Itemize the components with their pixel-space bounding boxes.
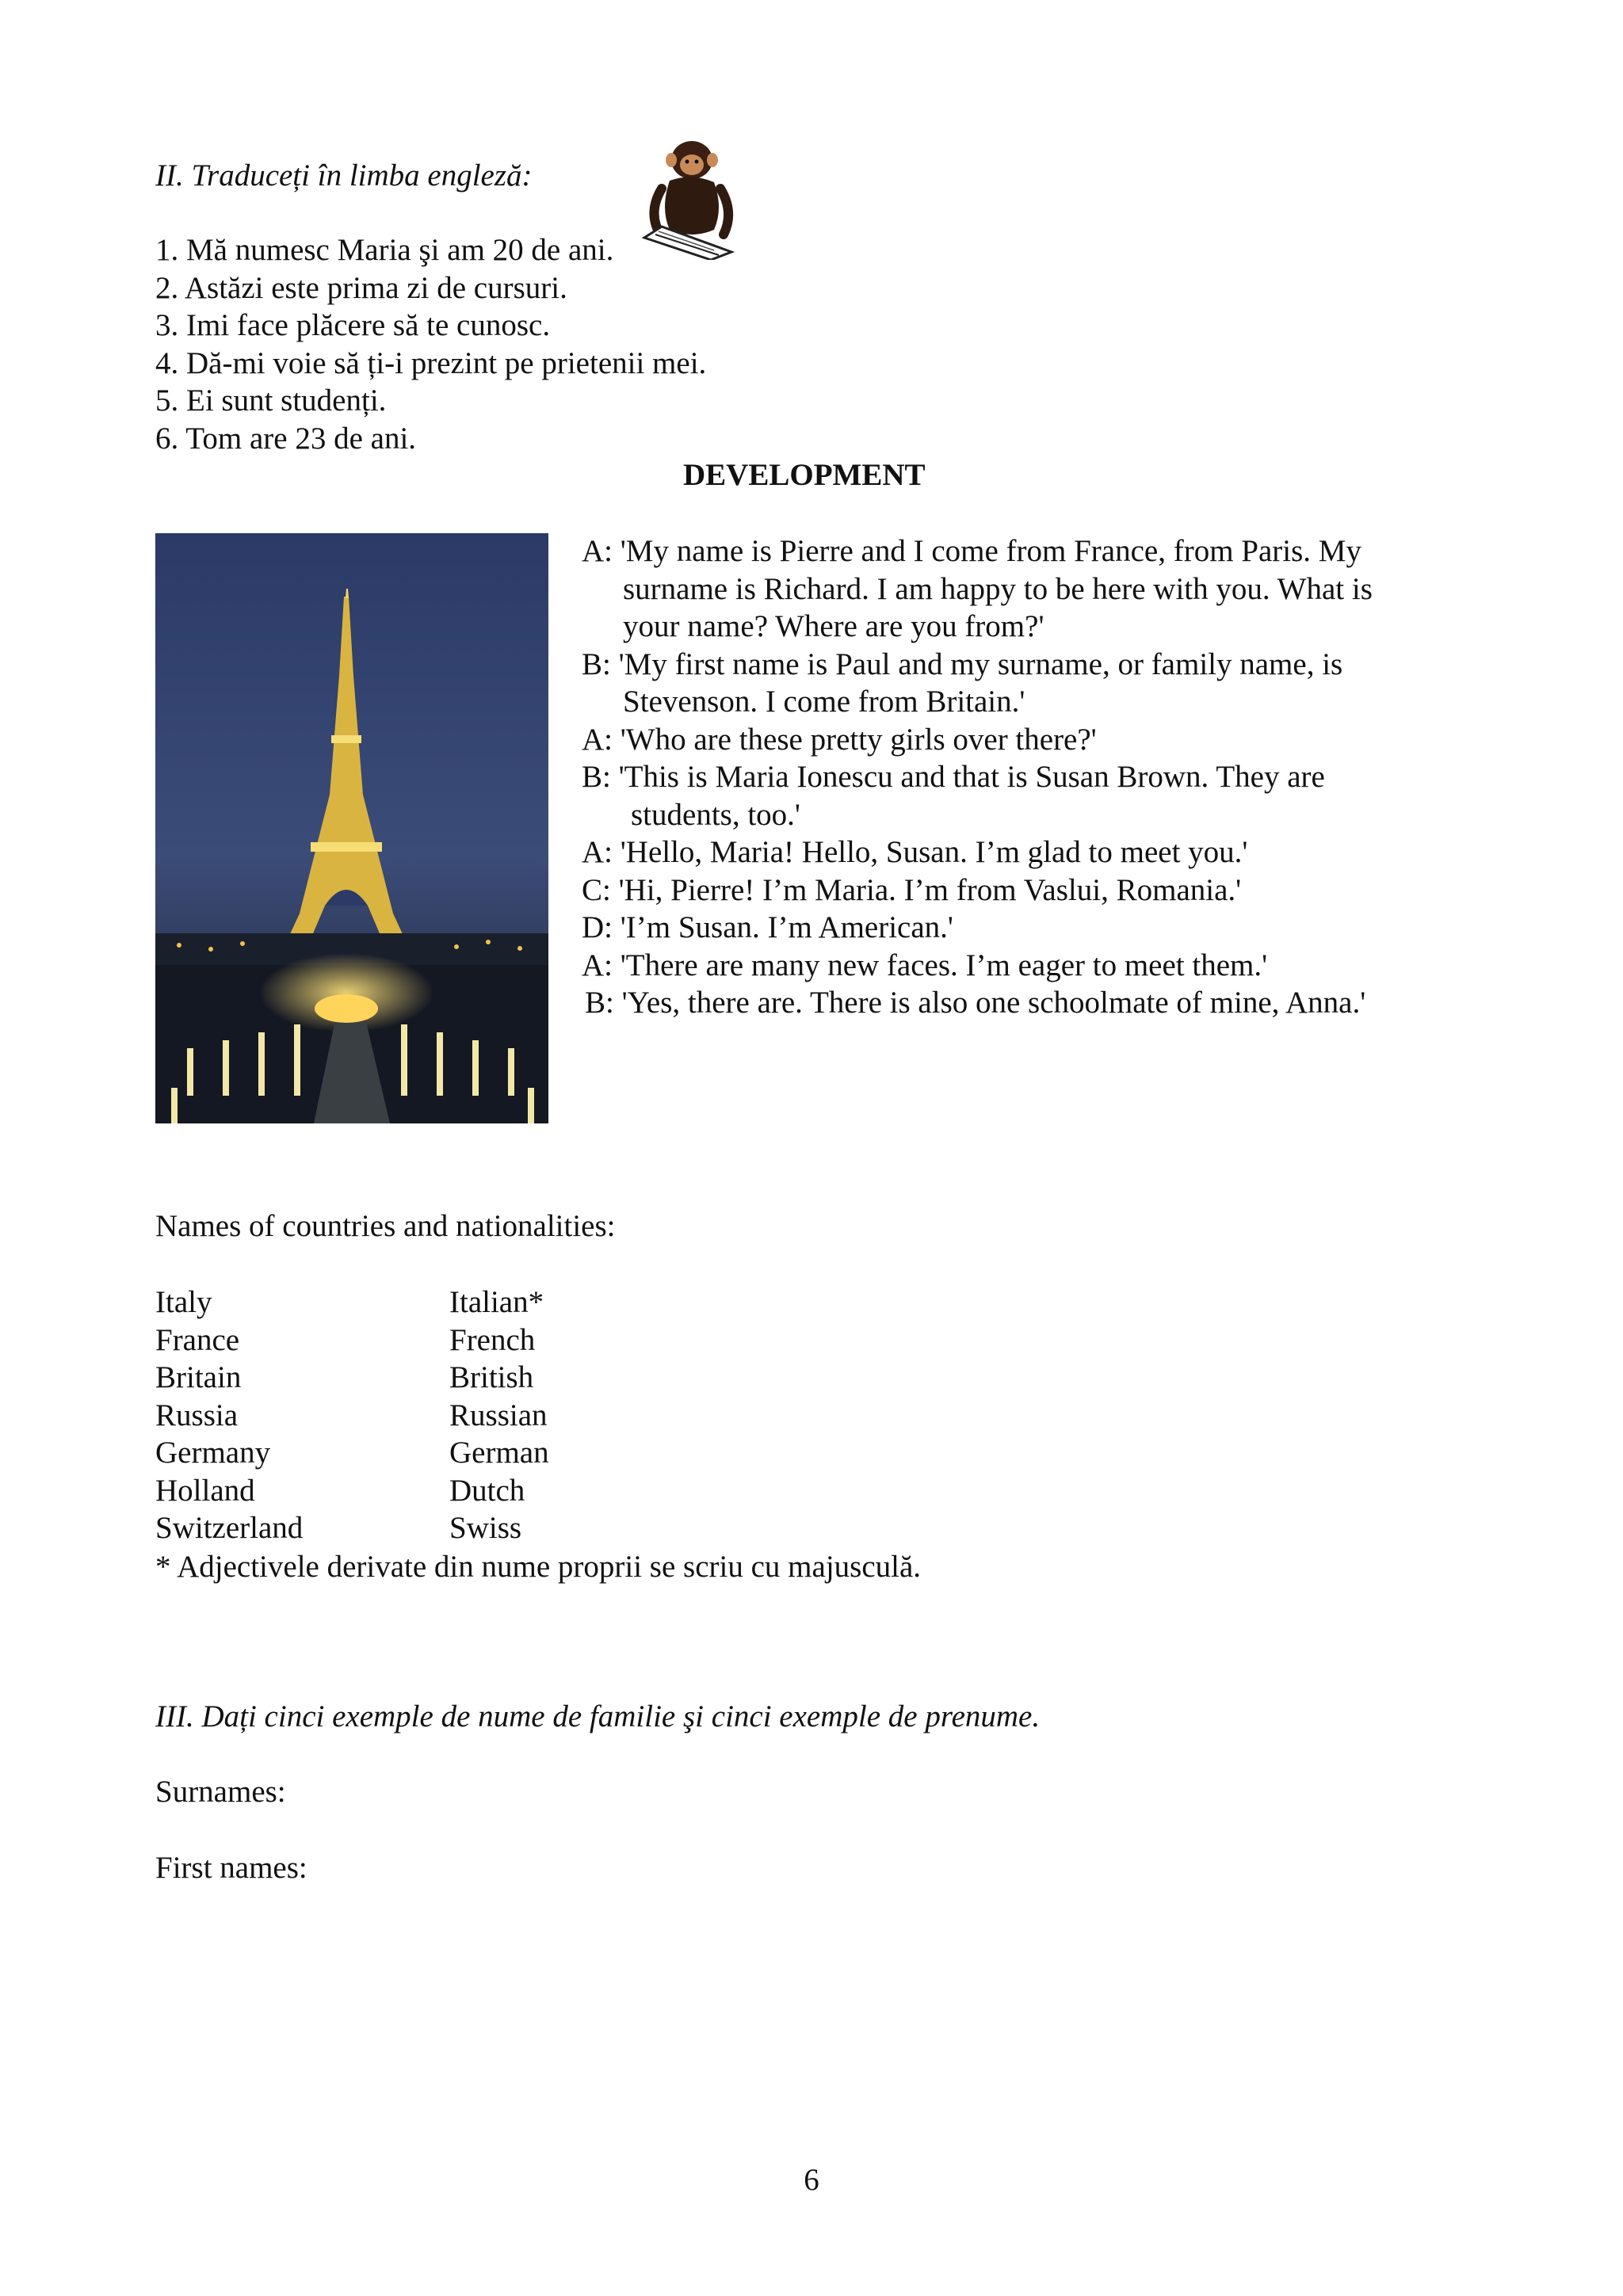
dialogue-line <box>582 646 1461 684</box>
dialogue-text: 'I’m Susan. I’m American.' <box>620 910 953 944</box>
eiffel-tower-photo <box>155 533 548 1123</box>
dialogue-line <box>582 833 1461 871</box>
dialogue-line: students, too.' <box>631 797 800 832</box>
dialogue-line <box>582 758 1461 796</box>
table-row <box>155 1434 549 1472</box>
dialogue-line <box>582 984 1461 1022</box>
list-item: 6. Tom are 23 de ani. <box>155 421 417 456</box>
list-item: 3. Imi face plăcere să te cunosc. <box>155 308 551 342</box>
nationality-cell: Dutch <box>449 1473 525 1508</box>
speaker-label: B: <box>585 986 614 1020</box>
country-cell: Holland <box>155 1473 255 1508</box>
exercise-2-list <box>155 231 706 457</box>
dialogue-text: 'Yes, there are. There is also one schoolmate of mine, Anna.' <box>621 986 1366 1020</box>
dialogue-text: 'My name is Pierre and I come from France, from Paris. My <box>620 534 1361 568</box>
surnames-label: Surnames: <box>155 1775 286 1809</box>
dialogue-text: 'Hi, Pierre! I’m Maria. I’m from Vaslui, Romania.' <box>618 872 1242 907</box>
countries-heading: Names of countries and nationalities: <box>155 1209 616 1243</box>
dialogue-text: 'Who are these pretty girls over there?' <box>620 722 1097 757</box>
speaker-label: A: <box>582 722 613 757</box>
speaker-label: A: <box>582 835 613 869</box>
country-cell: Russia <box>155 1398 239 1432</box>
dialogue-line <box>582 721 1461 759</box>
nationality-cell: British <box>449 1360 534 1394</box>
country-cell: Italy <box>155 1285 212 1319</box>
speaker-label: C: <box>582 872 611 907</box>
country-cell: France <box>155 1322 240 1357</box>
speaker-label: A: <box>582 948 613 982</box>
speaker-label: B: <box>582 760 611 794</box>
dialogue-line <box>582 947 1461 985</box>
list-item: 4. Dă-mi voie să ți-i prezint pe prietenii mei. <box>155 345 707 380</box>
table-row <box>155 1322 549 1360</box>
table-row <box>155 1359 549 1397</box>
dialogue-text: 'My first name is Paul and my surname, or family name, is <box>618 646 1343 681</box>
dialogue-line: your name? Where are you from?' <box>623 609 1044 643</box>
list-item: 5. Ei sunt studenți. <box>155 383 387 418</box>
nationality-cell: Russian <box>449 1398 548 1432</box>
table-row <box>155 1509 549 1547</box>
dialogue-line <box>582 909 1461 947</box>
speaker-label: A: <box>582 534 613 568</box>
dialogue-text: 'Hello, Maria! Hello, Susan. I’m glad to meet you.' <box>620 835 1248 869</box>
exercise-3-heading: III. Dați cinci exemple de nume de familie şi cinci exemple de prenume. <box>155 1699 1041 1733</box>
table-row <box>155 1397 549 1435</box>
country-cell: Switzerland <box>155 1511 304 1545</box>
table-row <box>155 1472 549 1510</box>
first-names-label: First names: <box>155 1851 307 1885</box>
development-heading: DEVELOPMENT <box>683 458 926 492</box>
dialogue-line: surname is Richard. I am happy to be here with you. What is <box>623 571 1373 606</box>
dialogue-text: 'This is Maria Ionescu and that is Susan Brown. They are <box>618 760 1325 794</box>
table-row <box>155 1283 549 1322</box>
nationality-cell: French <box>449 1322 536 1357</box>
country-cell: Britain <box>155 1360 242 1394</box>
list-item: 1. Mă numesc Maria şi am 20 de ani. <box>155 233 614 267</box>
list-item: 2. Astăzi este prima zi de cursuri. <box>155 270 567 305</box>
nationality-cell: German <box>449 1436 549 1470</box>
nationality-cell: Swiss <box>449 1511 522 1545</box>
nationality-cell: Italian* <box>449 1285 544 1319</box>
footnote: * Adjectivele derivate din nume proprii se scriu cu majusculă. <box>155 1550 922 1584</box>
speaker-label: B: <box>582 646 611 681</box>
dialogue-line <box>582 532 1461 570</box>
dialogue-line: Stevenson. I come from Britain.' <box>623 685 1025 719</box>
speaker-label: D: <box>582 910 613 944</box>
country-cell: Germany <box>155 1436 271 1470</box>
dialogue <box>582 532 1461 1022</box>
dialogue-line <box>582 871 1461 910</box>
page-number: 6 <box>804 2163 819 2197</box>
countries-table <box>155 1283 549 1547</box>
dialogue-text: 'There are many new faces. I’m eager to meet them.' <box>620 948 1268 982</box>
exercise-2-heading: II. Traduceți în limba engleză: <box>155 158 533 193</box>
